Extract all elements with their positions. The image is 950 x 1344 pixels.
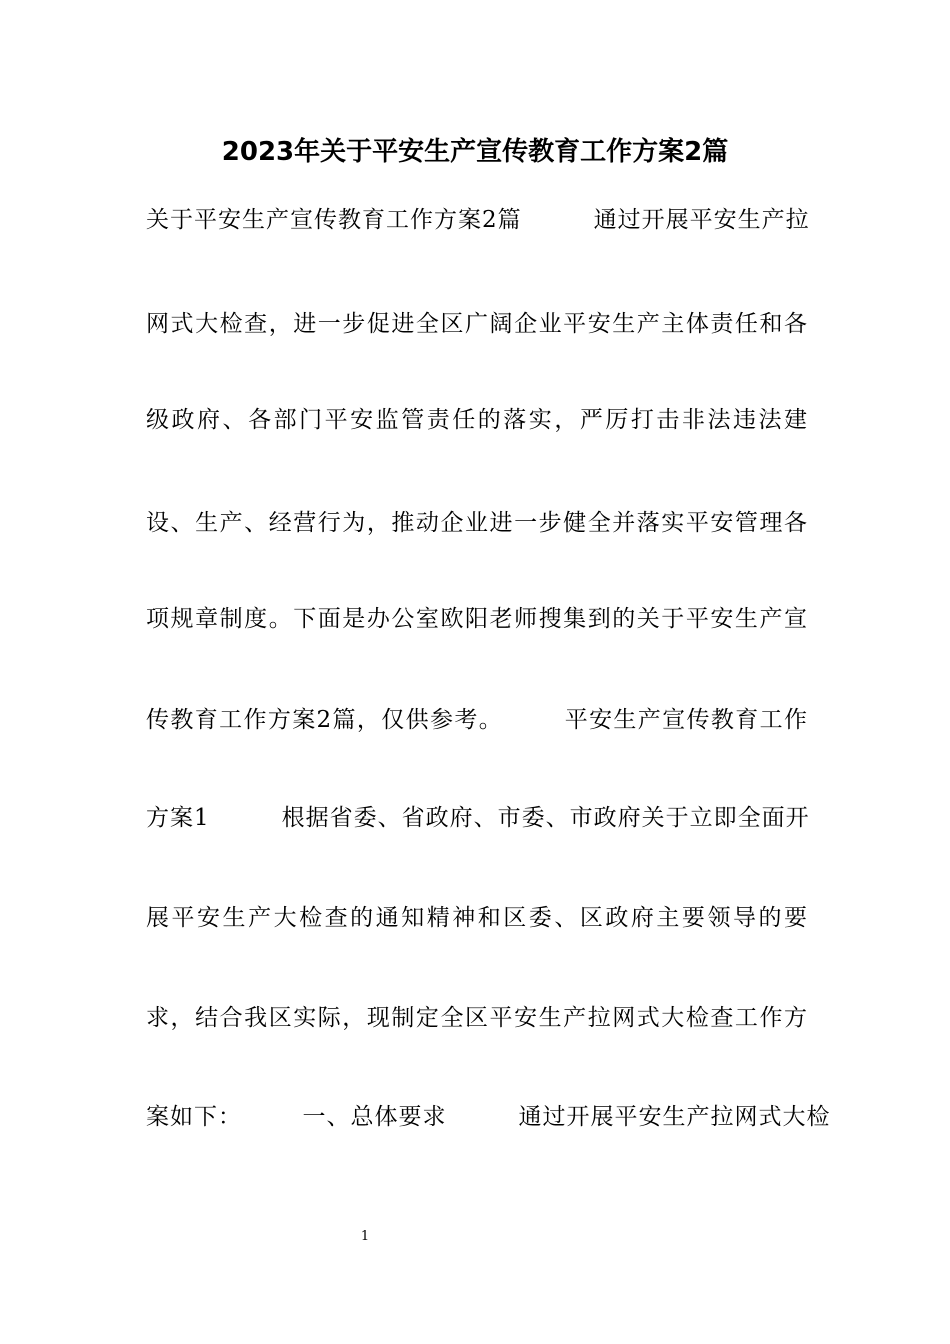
body-line-9: 求，结合我区实际，现制定全区平安生产拉网式大检查工作方 [146, 1005, 808, 1031]
body-line-2: 网式大检查，进一步促进全区广阔企业平安生产主体责任和各 [146, 311, 808, 337]
body-line-6: 传教育工作方案2篇，仅供参考。 平安生产宣传教育工作 [146, 707, 808, 733]
page-number: 1 [360, 1229, 370, 1244]
body-line-3: 级政府、各部门平安监管责任的落实，严厉打击非法违法建 [146, 407, 808, 433]
body-line-10: 案如下： 一、总体要求 通过开展平安生产拉网式大检 [146, 1104, 831, 1130]
body-line-7: 方案1 根据省委、省政府、市委、市政府关于立即全面开 [146, 805, 810, 831]
body-line-8: 展平安生产大检查的通知精神和区委、区政府主要领导的要 [146, 905, 808, 931]
document-title: 2023年关于平安生产宣传教育工作方案2篇 [221, 137, 729, 167]
body-line-5: 项规章制度。下面是办公室欧阳老师搜集到的关于平安生产宣 [146, 606, 808, 632]
body-line-1: 关于平安生产宣传教育工作方案2篇 通过开展平安生产拉 [146, 207, 810, 233]
body-line-4: 设、生产、经营行为，推动企业进一步健全并落实平安管理各 [146, 510, 808, 536]
